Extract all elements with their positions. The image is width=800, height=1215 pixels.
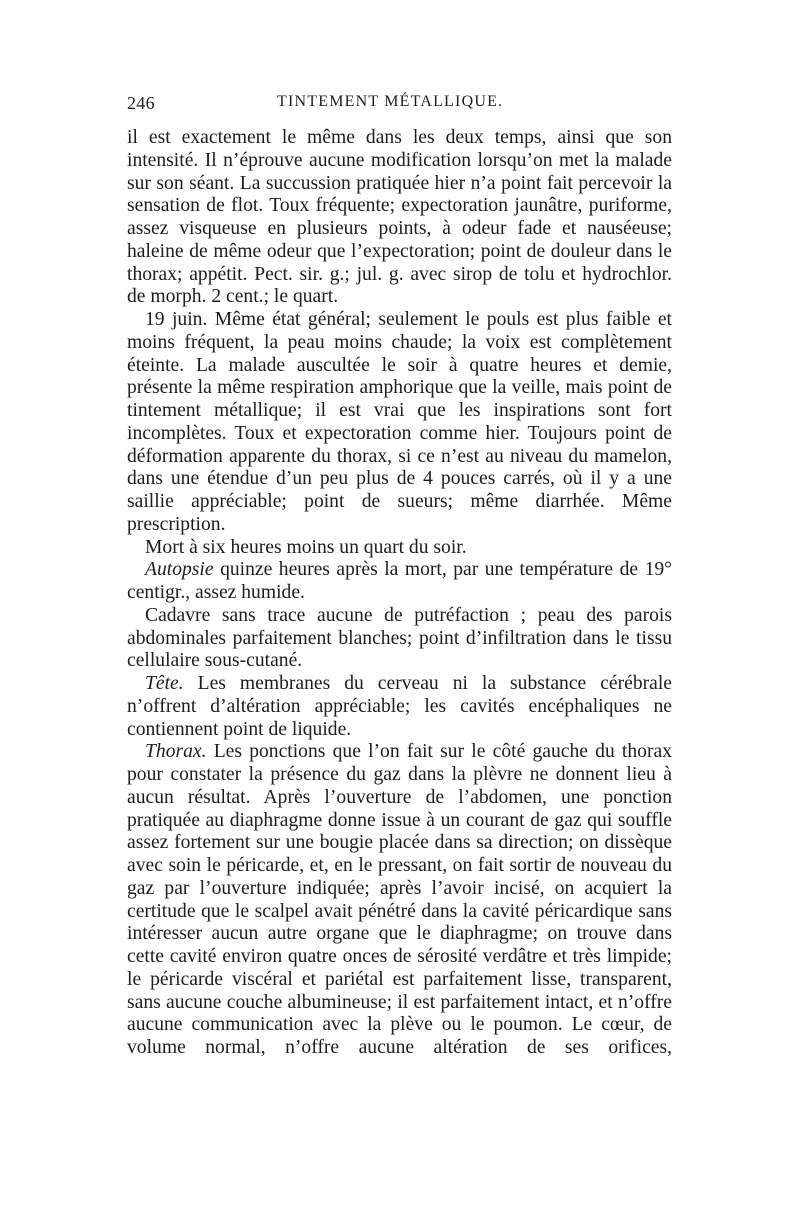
paragraph-text: Mort à six heures moins un quart du soir. — [145, 536, 467, 558]
paragraph-19-juin — [127, 309, 672, 537]
paragraph-text: Cadavre sans trace aucune de putréfaction ; peau des parois abdominales parfaitement blanches; point d’infiltration dans le tissu cellulaire sous-cutané. — [127, 604, 672, 672]
paragraph-text: Les membranes du cerveau ni la substance cérébrale n’offrent d’altération appréciable; les cavités encéphaliques ne contiennent point de liquide. — [127, 673, 672, 740]
paragraph-text: il est exactement le même dans les deux temps, ainsi que son intensité. Il n’éprouve aucune modification lorsqu’on met la malade sur son séant. La succussion pratiquée hier n’a point fait percevoir la sensation de flot. Toux fréquente; expectoration jaunâtre, puriforme, assez visqueuse en plusieurs points, à odeur fade et nauséeuse; haleine de même odeur que l’expectoration; point de douleur dans le thorax; appétit. Pect. sir. g.; jul. g. avec sirop de tolu et hydrochlor. de morph. 2 cent.; le quart. — [127, 127, 672, 308]
section-label-autopsie: Autopsie — [145, 559, 214, 581]
paragraph-text: 19 juin. Même état général; seulement le pouls est plus faible et moins fréquent, la peau moins chaude; la voix est complètement éteinte. La malade auscultée le soir à quatre heures et demie, présente la même respiration amphorique que la veille, mais point de tintement métallique; il est vrai que les inspirations sont fort incomplètes. Toux et expectoration comme hier. Toujours point de déformation apparente du thorax, si ce n’est au niveau du mamelon, dans une étendue d’un peu plus de 4 pouces carrés, où il y a une saillie appréciable; point de sueurs; même diarrhée. Même prescription. — [127, 309, 672, 535]
paragraph-cadavre — [127, 605, 672, 673]
section-label-tete: Tête. — [145, 673, 184, 694]
running-head — [127, 93, 672, 123]
paragraph-continuation — [127, 127, 672, 309]
paragraph-text: Les ponctions que l’on fait sur le côté gauche du thorax pour constater la présence du gaz dans la plèvre ne donnent lieu à aucun résultat. Après l’ouverture de l’abdomen, une ponction pratiquée au diaphragme donne issue à un courant de gaz qui souffle assez fortement sur une bougie placée dans sa direction; on dissèque avec soin le péricarde, et, en le pressant, on fait sortir de nouveau du gaz par l’ouverture indiquée; après l’avoir incisé, on acquiert la certitude que le scalpel avait pénétré dans la cavité péricardique sans intéresser aucun autre organe que le diaphragme; on trouve dans cette cavité environ quatre onces de sérosité verdâtre et très limpide; le péricarde viscéral et pariétal est parfaitement lisse, transparent, sans aucune couche albumineuse; il est parfaitement intact, et n’offre aucune communication avec la plève ou le poumon. Le cœur, de volume normal, n’offre aucune altération de ses orifices, — [127, 741, 672, 1058]
paragraph-text: quinze heures après la mort, par une température de 19° centigr., assez humide. — [127, 559, 672, 603]
section-label-thorax: Thorax. — [145, 741, 207, 763]
paragraph-thorax — [127, 741, 672, 1060]
paragraph-autopsie — [127, 559, 672, 605]
page-number: 246 — [127, 93, 155, 113]
paragraph-tete — [127, 673, 672, 741]
body-text — [127, 127, 672, 1060]
paragraph-mort — [127, 537, 672, 560]
running-title: TINTEMENT MÉTALLIQUE. — [277, 93, 504, 110]
